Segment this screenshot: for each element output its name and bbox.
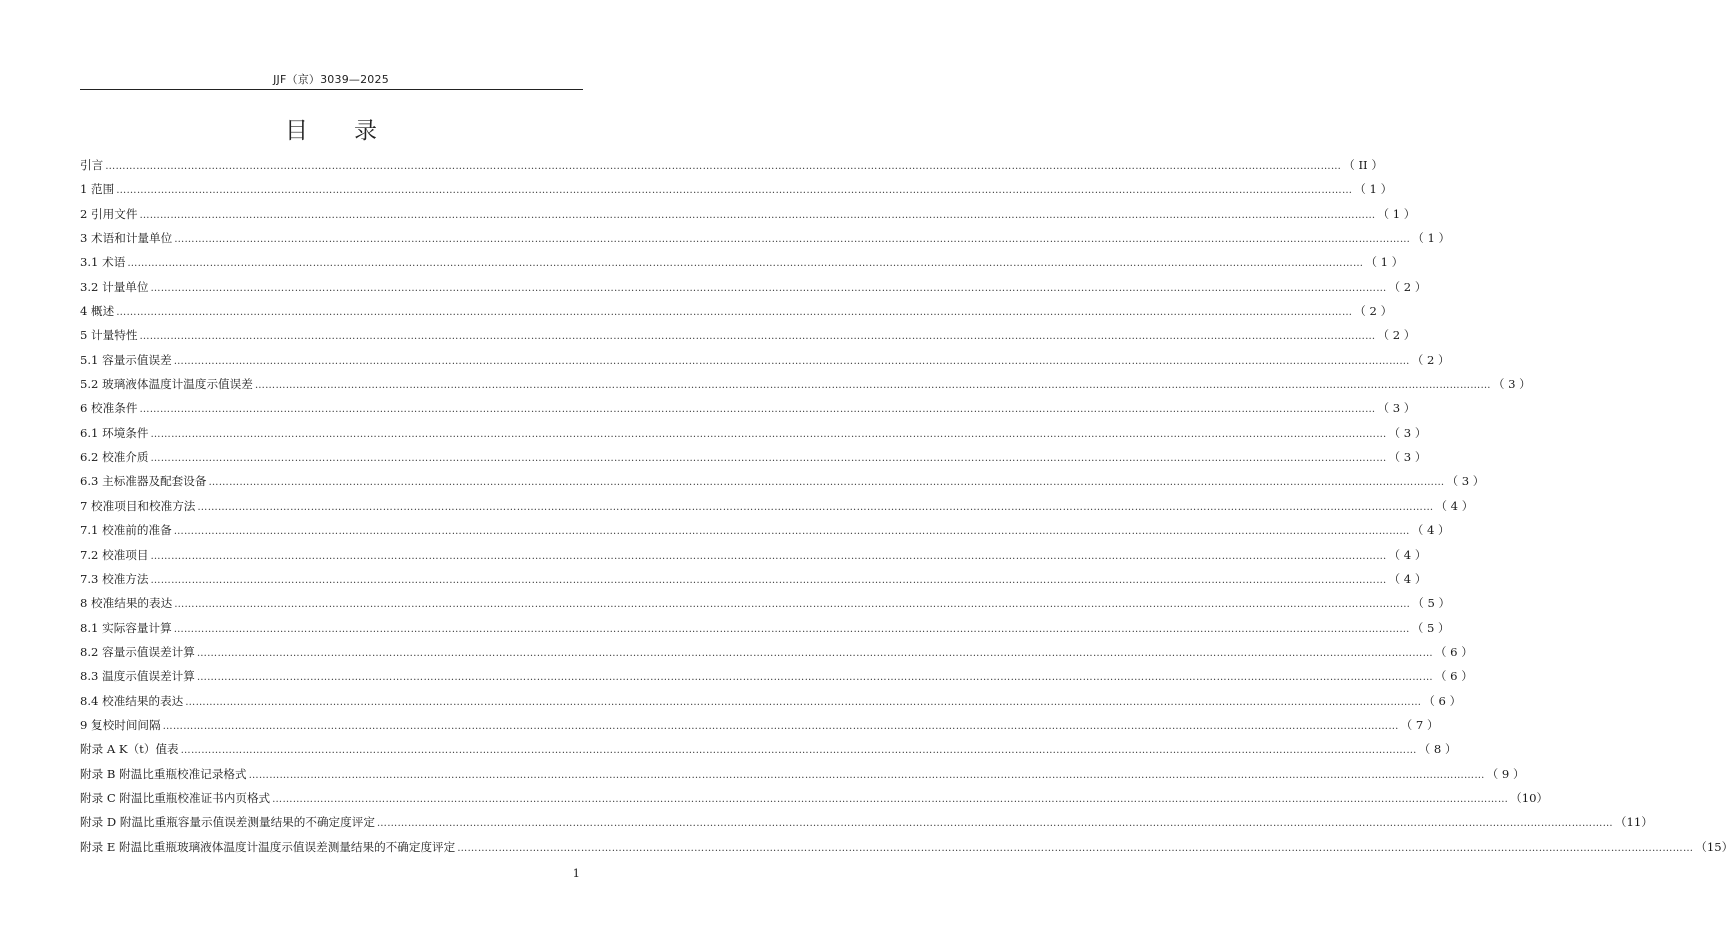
toc-leader-dots: ……………………………………………………………………………………………………………………………………………………………………………………………………………………………………………………………………………………………………………………………… [139,331,1376,343]
toc-entry-label: 附录 C 附温比重瓶校准证书内页格式 [80,790,271,805]
toc-entry-label: 6.2 校准介质 [80,450,149,465]
page-title: 目录 [285,118,423,144]
toc-entry[interactable] [80,567,1427,591]
header-rule [80,89,583,90]
toc-leader-dots: ……………………………………………………………………………………………………………………………………………………………………………………………………………………………………………………………………………………………………………………………… [272,793,1509,805]
toc-entry[interactable] [80,737,1457,761]
toc-entry[interactable] [80,689,1462,713]
toc-leader-dots: ……………………………………………………………………………………………………………………………………………………………………………………………………………………………………………………………………………………………………………………………… [173,355,1410,367]
toc-leader-dots: ……………………………………………………………………………………………………………………………………………………………………………………………………………………………………………………………………………………………………………………………… [174,599,1411,611]
toc-entry-page: （ 2 ） [1354,304,1393,319]
toc-entry-label: 5 计量特性 [80,328,138,343]
toc-leader-dots: ……………………………………………………………………………………………………………………………………………………………………………………………………………………………………………………………………………………………………………………………… [150,550,1387,562]
document-code: JJF（京）3039—2025 [273,73,389,86]
toc-entry-page: （ 5 ） [1411,620,1450,635]
toc-entry-page: （ 3 ） [1388,450,1427,465]
toc-entry[interactable] [80,543,1427,567]
toc-entry-label: 引言 [80,158,104,172]
toc-leader-dots: ……………………………………………………………………………………………………………………………………………………………………………………………………………………………………………………………………………………………………………………………… [116,185,1353,197]
toc-entry-page: （ 2 ） [1411,352,1450,367]
toc-entry-page: （ 1 ） [1412,231,1451,246]
toc-entry-label: 8.4 校准结果的表达 [80,693,184,708]
toc-entry-label: 7 校准项目和校准方法 [80,498,196,513]
toc-entry[interactable] [80,469,1485,493]
toc-entry[interactable] [80,348,1450,372]
toc-leader-dots: ……………………………………………………………………………………………………………………………………………………………………………………………………………………………………………………………………………………………………………………………… [105,161,1342,172]
toc-entry[interactable] [80,640,1473,664]
toc-entry[interactable] [80,421,1427,445]
toc-entry[interactable] [80,810,1653,834]
toc-entry[interactable] [80,762,1525,786]
toc-entry-label: 4 概述 [80,304,115,319]
toc-leader-dots: ……………………………………………………………………………………………………………………………………………………………………………………………………………………………………………………………………………………………………………………………… [197,501,1434,513]
toc-entry-page: （ 4 ） [1411,523,1450,538]
toc-leader-dots: ……………………………………………………………………………………………………………………………………………………………………………………………………………………………………………………………………………………………………………………………… [139,209,1376,221]
toc-entry[interactable] [80,713,1439,737]
toc-entry-label: 9 复校时间间隔 [80,717,161,732]
toc-entry[interactable] [80,372,1531,396]
toc-entry-page: （ 4 ） [1435,498,1474,513]
toc-entry[interactable] [80,664,1473,688]
toc-entry-label: 8 校准结果的表达 [80,596,173,611]
toc-entry-label: 附录 D 附温比重瓶容量示值误差测量结果的不确定度评定 [80,815,375,830]
toc-entry[interactable] [80,616,1450,640]
toc-entry-label: 3.1 术语 [80,255,126,270]
toc-entry-label: 1 范围 [80,182,115,197]
toc-leader-dots: ……………………………………………………………………………………………………………………………………………………………………………………………………………………………………………………………………………………………………………………………… [196,647,1433,659]
toc-entry[interactable] [80,250,1404,274]
toc-entry-page: （15） [1695,839,1733,854]
toc-leader-dots: ……………………………………………………………………………………………………………………………………………………………………………………………………………………………………………………………………………………………………………………………… [185,696,1422,708]
toc-entry-label: 5.1 容量示值误差 [80,352,172,367]
toc-leader-dots: ……………………………………………………………………………………………………………………………………………………………………………………………………………………………………………………………………………………………………………………………… [174,234,1411,246]
toc-entry[interactable] [80,299,1393,323]
toc-leader-dots: ……………………………………………………………………………………………………………………………………………………………………………………………………………………………………………………………………………………………………………………………… [116,307,1353,319]
toc-entry[interactable] [80,153,1383,177]
toc-entry-label: 6.1 环境条件 [80,425,149,440]
toc-entry-page: （ 5 ） [1412,596,1451,611]
toc-entry-label: 8.2 容量示值误差计算 [80,644,195,659]
toc-entry-page: （ 3 ） [1492,377,1531,392]
toc-entry-label: 8.3 温度示值误差计算 [80,669,195,684]
toc-leader-dots: ……………………………………………………………………………………………………………………………………………………………………………………………………………………………………………………………………………………………………………………………… [173,623,1410,635]
toc-entry-label: 7.3 校准方法 [80,571,149,586]
table-of-contents [80,153,1733,859]
toc-leader-dots: ……………………………………………………………………………………………………………………………………………………………………………………………………………………………………………………………………………………………………………………………… [127,258,1364,270]
toc-entry-page: （ 2 ） [1388,279,1427,294]
toc-entry[interactable] [80,396,1416,420]
toc-entry-label: 附录 A K（t）值表 [80,742,179,757]
toc-entry-label: 3 术语和计量单位 [80,231,173,246]
toc-entry-page: （10） [1510,790,1549,805]
toc-entry-page: （ 7 ） [1400,717,1439,732]
toc-entry-page: （ 3 ） [1446,474,1485,489]
toc-entry-page: （ 3 ） [1377,401,1416,416]
toc-entry-page: （ 8 ） [1418,742,1457,757]
toc-entry-page: （ 4 ） [1388,547,1427,562]
toc-leader-dots: ……………………………………………………………………………………………………………………………………………………………………………………………………………………………………………………………………………………………………………………………… [150,574,1387,586]
toc-entry[interactable] [80,275,1427,299]
toc-entry-page: （ 4 ） [1388,571,1427,586]
toc-leader-dots: ……………………………………………………………………………………………………………………………………………………………………………………………………………………………………………………………………………………………………………………………… [457,842,1694,854]
toc-entry-page: （ 6 ） [1434,669,1473,684]
toc-leader-dots: ……………………………………………………………………………………………………………………………………………………………………………………………………………………………………………………………………………………………………………………………… [180,745,1417,757]
toc-entry-label: 附录 E 附温比重瓶玻璃液体温度计温度示值误差测量结果的不确定度评定 [80,839,456,854]
toc-leader-dots: ……………………………………………………………………………………………………………………………………………………………………………………………………………………………………………………………………………………………………………………………… [150,428,1387,440]
toc-leader-dots: ……………………………………………………………………………………………………………………………………………………………………………………………………………………………………………………………………………………………………………………………… [150,453,1387,465]
toc-leader-dots: ……………………………………………………………………………………………………………………………………………………………………………………………………………………………………………………………………………………………………………………………… [173,526,1410,538]
toc-entry-page: （ 6 ） [1434,644,1473,659]
toc-entry-page: （ 3 ） [1388,425,1427,440]
toc-entry[interactable] [80,591,1451,615]
toc-entry-label: 5.2 玻璃液体温度计温度示值误差 [80,377,253,392]
toc-entry-label: 6 校准条件 [80,401,138,416]
toc-entry[interactable] [80,202,1416,226]
toc-entry-label: 2 引用文件 [80,206,138,221]
toc-leader-dots: ……………………………………………………………………………………………………………………………………………………………………………………………………………………………………………………………………………………………………………………………… [208,477,1445,489]
toc-entry[interactable] [80,323,1416,347]
toc-entry-page: （ 6 ） [1423,693,1462,708]
toc-leader-dots: ……………………………………………………………………………………………………………………………………………………………………………………………………………………………………………………………………………………………………………………………… [150,282,1387,294]
toc-entry-label: 7.1 校准前的准备 [80,523,172,538]
toc-entry[interactable] [80,786,1549,810]
toc-leader-dots: ……………………………………………………………………………………………………………………………………………………………………………………………………………………………………………………………………………………………………………………………… [162,720,1399,732]
toc-entry-page: （ 1 ） [1377,206,1416,221]
toc-entry[interactable] [80,494,1474,518]
toc-entry-label: 3.2 计量单位 [80,279,149,294]
toc-entry-page: （ 1 ） [1365,255,1404,270]
toc-leader-dots: ……………………………………………………………………………………………………………………………………………………………………………………………………………………………………………………………………………………………………………………………… [254,380,1491,392]
toc-entry-page: （ 2 ） [1377,328,1416,343]
toc-entry-page: （11） [1614,815,1653,830]
toc-leader-dots: ……………………………………………………………………………………………………………………………………………………………………………………………………………………………………………………………………………………………………………………………… [196,672,1433,684]
toc-entry[interactable] [80,226,1451,250]
toc-entry-label: 7.2 校准项目 [80,547,149,562]
toc-entry-page: （ II ） [1343,158,1383,172]
toc-entry[interactable] [80,518,1450,542]
toc-entry-label: 附录 B 附温比重瓶校准记录格式 [80,766,247,781]
toc-entry-label: 6.3 主标准器及配套设备 [80,474,207,489]
toc-entry[interactable] [80,177,1393,201]
toc-leader-dots: ……………………………………………………………………………………………………………………………………………………………………………………………………………………………………………………………………………………………………………………………… [248,769,1485,781]
toc-entry-page: （ 1 ） [1354,182,1393,197]
page-number: 1 [572,866,580,880]
toc-entry[interactable] [80,445,1427,469]
toc-entry[interactable] [80,835,1733,859]
toc-leader-dots: ……………………………………………………………………………………………………………………………………………………………………………………………………………………………………………………………………………………………………………………………… [139,404,1376,416]
toc-entry-page: （ 9 ） [1486,766,1525,781]
toc-entry-label: 8.1 实际容量计算 [80,620,172,635]
toc-leader-dots: ……………………………………………………………………………………………………………………………………………………………………………………………………………………………………………………………………………………………………………………………… [376,818,1613,830]
